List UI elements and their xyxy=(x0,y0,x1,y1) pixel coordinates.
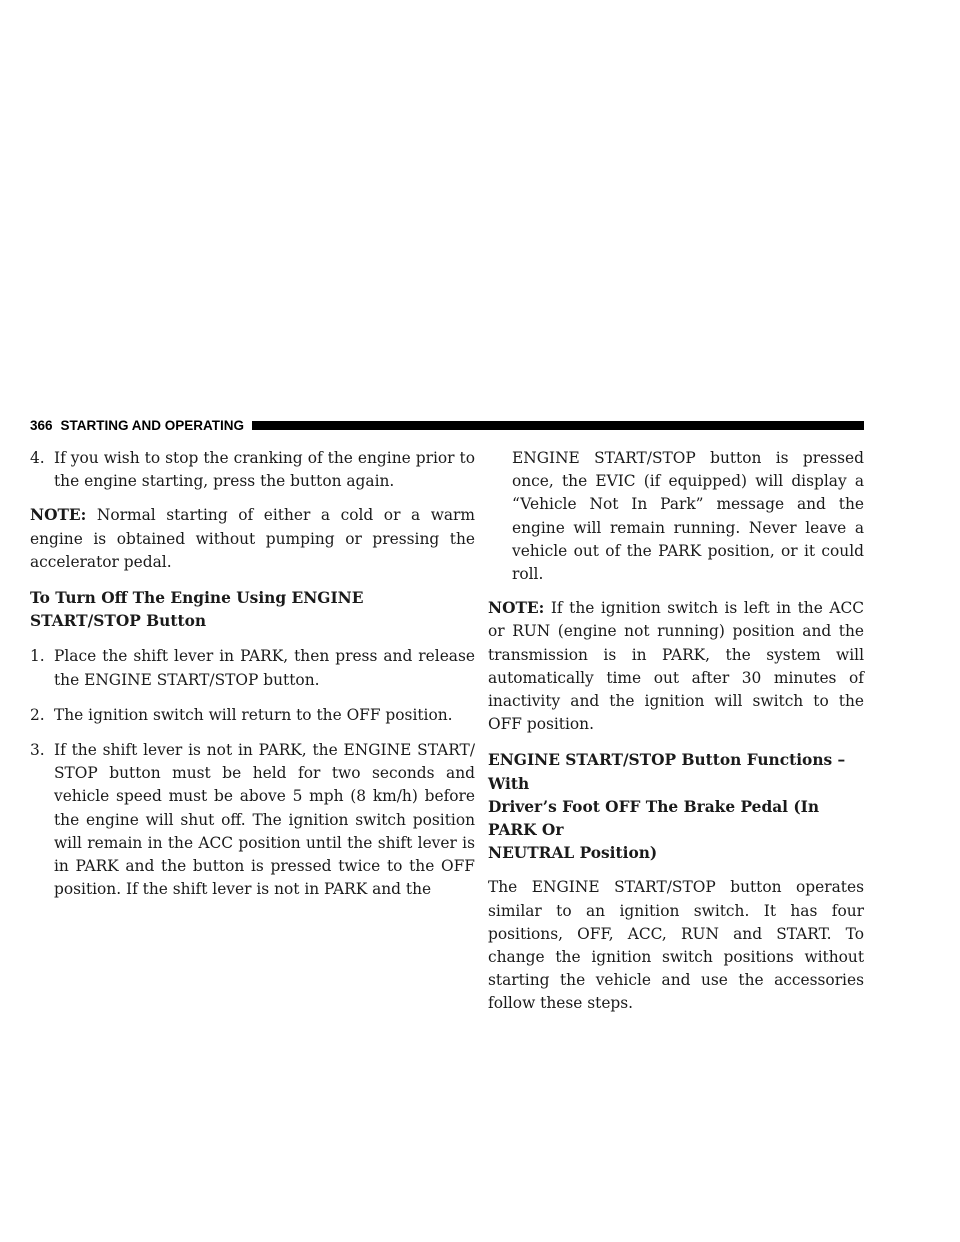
list-item-4 xyxy=(30,447,475,493)
note-paragraph xyxy=(488,597,864,736)
body-paragraph: The ENGINE START/STOP button operates similar to an ignition switch. It has four positions, OFF, ACC, RUN and START. To change the ignition switch positions without starting the vehicle and use the accessories follow these steps. xyxy=(488,878,864,1013)
list-item-text: If you wish to stop the cranking of the engine prior to the engine starting, press the button again. xyxy=(54,449,475,491)
section-heading-turn-off xyxy=(30,587,475,633)
page-header xyxy=(30,418,864,432)
section-title: STARTING AND OPERATING xyxy=(60,417,245,433)
list-item-text: Place the shift lever in PARK, then press and release the ENGINE START/STOP button. xyxy=(54,647,475,689)
left-column xyxy=(30,447,475,901)
note-text: Normal starting of either a cold or a warm engine is obtained without pumping or pressing the accelerator pedal. xyxy=(30,506,475,571)
list-item xyxy=(30,645,475,691)
note-label: NOTE: xyxy=(30,506,87,525)
page-number: 366 xyxy=(30,417,53,433)
note-paragraph xyxy=(30,504,475,574)
list-item xyxy=(30,704,475,727)
list-item-continuation: ENGINE START/STOP button is pressed once, the EVIC (if equipped) will display a “Vehicle Not In Park” message and the engine will remain running. Never leave a vehicle out of the PARK position, or it could roll. xyxy=(512,449,864,584)
list-item-number: 2. xyxy=(30,705,45,724)
header-rule xyxy=(252,421,864,430)
list-item-text: The ignition switch will return to the OFF position. xyxy=(54,705,453,724)
list-item xyxy=(30,739,475,901)
step-list-continued xyxy=(30,447,475,493)
right-column xyxy=(488,447,864,1016)
heading-line: To Turn Off The Engine Using ENGINE xyxy=(30,589,364,608)
heading-line: START/STOP Button xyxy=(30,612,207,631)
section-heading-button-functions xyxy=(488,749,864,865)
heading-line: NEUTRAL Position) xyxy=(488,844,658,863)
list-item-number: 4. xyxy=(30,449,45,467)
list-item-text: If the shift lever is not in PARK, the ENGINE START/ STOP button must be held for two seconds and vehicle speed must be above 5 mph (8 km/h) before the engine will shut off. The ignition switch position will remain in the ACC position until the shift lever is in PARK and the button is pressed twice to the OFF position. If the shift lever is not in PARK and the xyxy=(54,741,475,899)
list-item-number: 3. xyxy=(30,741,45,760)
turn-off-steps xyxy=(30,645,475,901)
heading-line: ENGINE START/STOP Button Functions – With xyxy=(488,751,846,793)
note-label: NOTE: xyxy=(488,599,545,618)
heading-line: Driver’s Foot OFF The Brake Pedal (In PARK Or xyxy=(488,797,820,840)
note-text: If the ignition switch is left in the ACC or RUN (engine not running) position and the transmission is in PARK, the system will automatically time out after 30 minutes of inactivity and the ignition will switch to the OFF position. xyxy=(488,599,864,734)
list-item-number: 1. xyxy=(30,647,45,666)
